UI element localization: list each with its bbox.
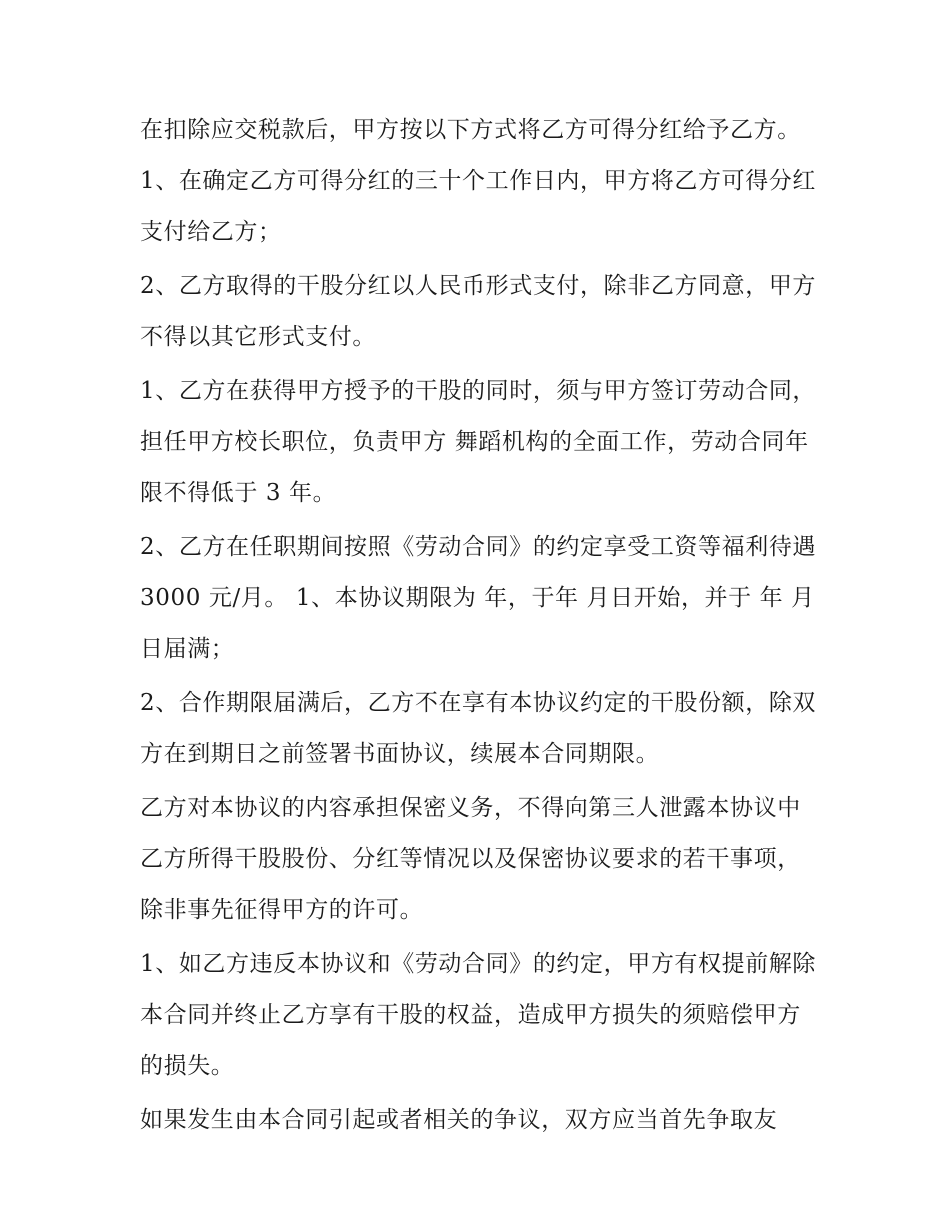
paragraph-expiry: 2、合作期限届满后，乙方不在享有本协议约定的干股份额，除双方在到期日之前签署书面协议，续展本合同期限。: [140, 690, 817, 767]
paragraph-confidentiality: 乙方对本协议的内容承担保密义务，不得向第三人泄露本协议中乙方所得干股股份、分红等情况以及保密协议要求的若干事项，除非事先征得甲方的许可。: [140, 795, 801, 923]
document-body: [140, 105, 820, 1149]
paragraph-breach: 1、如乙方违反本协议和《劳动合同》的约定，甲方有权提前解除本合同并终止乙方享有干股的权益，造成甲方损失的须赔偿甲方的损失。: [140, 951, 817, 1079]
paragraph-dividend-payment: 在扣除应交税款后，甲方按以下方式将乙方可得分红给予乙方。 1、在确定乙方可得分红的三十个工作日内，甲方将乙方可得分红支付给乙方；: [140, 117, 817, 245]
paragraph-dispute: 如果发生由本合同引起或者相关的争议，双方应当首先争取友: [140, 1107, 778, 1133]
paragraph-labor-contract: 1、乙方在获得甲方授予的干股的同时，须与甲方签订劳动合同，担任甲方校长职位，负责甲方 舞蹈机构的全面工作，劳动合同年限不得低于 3 年。: [140, 378, 817, 506]
paragraph-payment-currency: 2、乙方取得的干股分红以人民币形式支付，除非乙方同意，甲方不得以其它形式支付。: [140, 273, 817, 350]
paragraph-salary-term: 2、乙方在任职期间按照《劳动合同》的约定享受工资等福利待遇 3000 元/月。 1、本协议期限为 年，于年 月日开始，并于 年 月日届满；: [140, 534, 817, 662]
